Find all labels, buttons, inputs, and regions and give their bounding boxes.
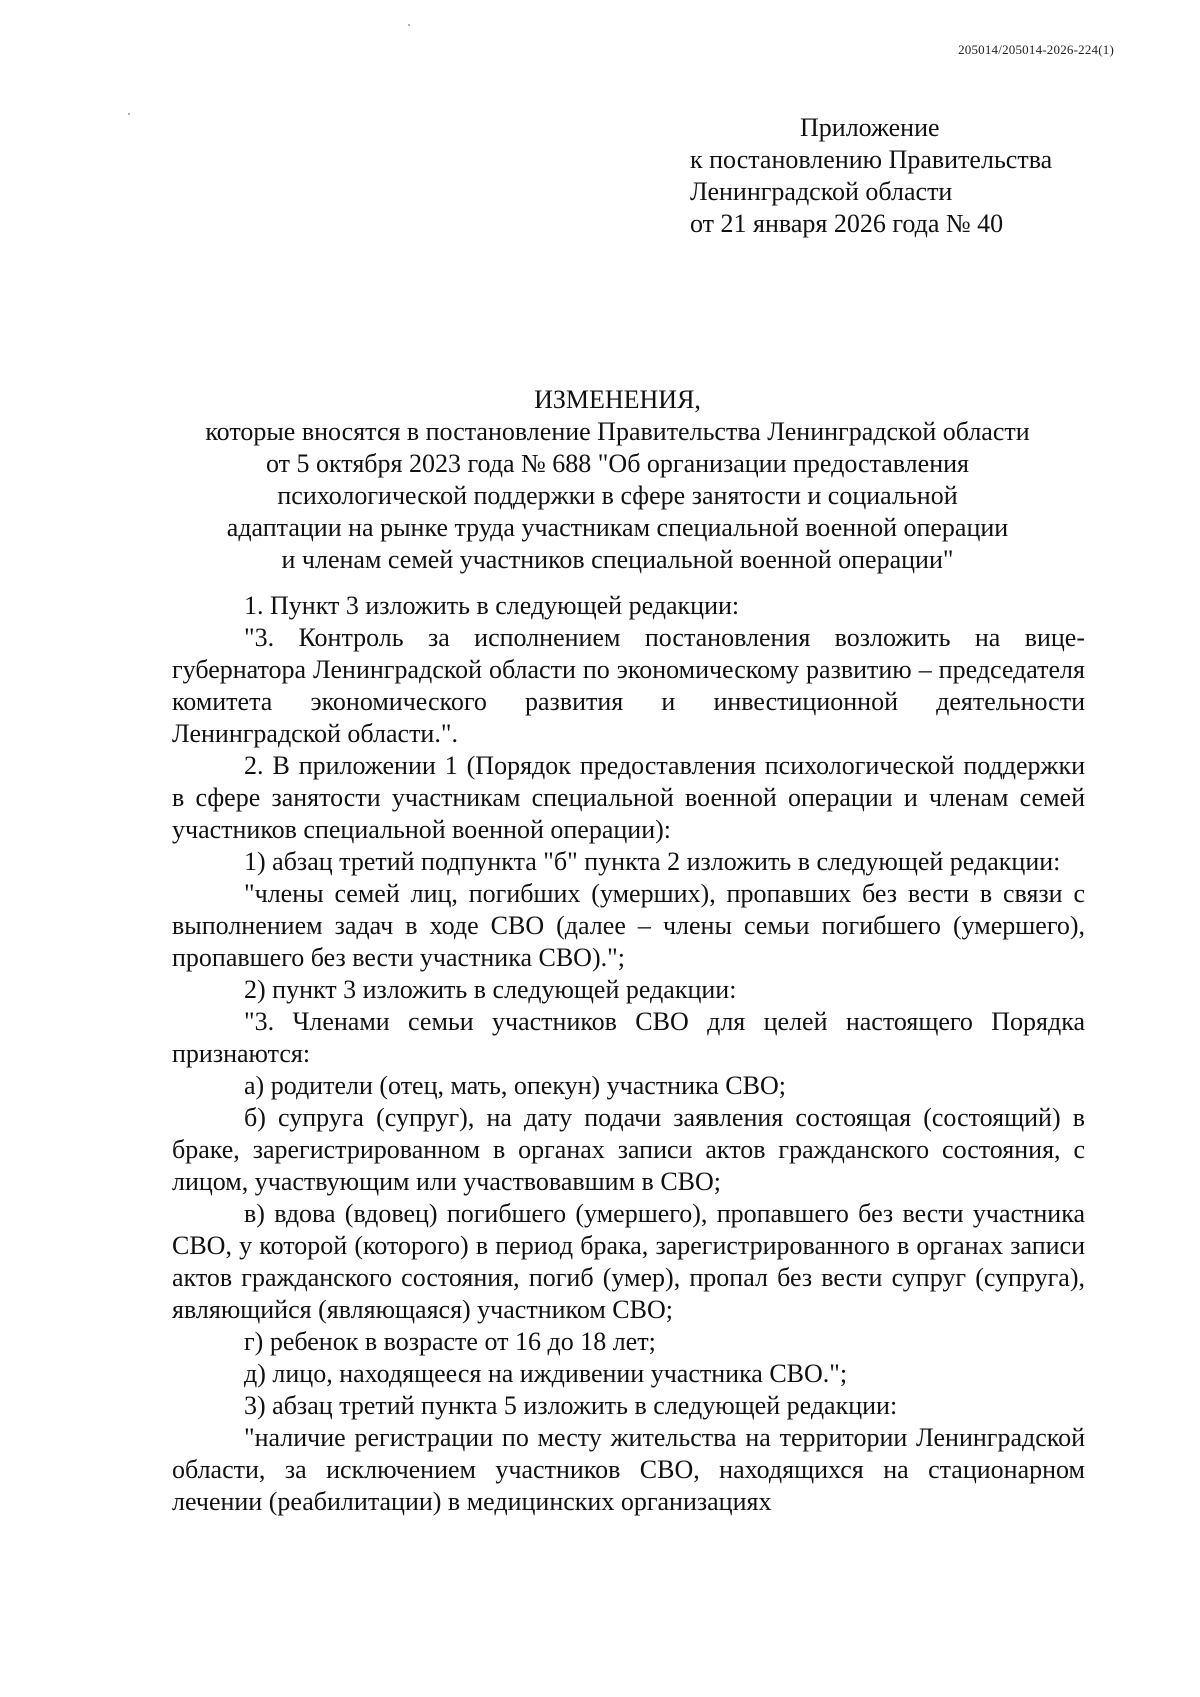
heading-line: психологической поддержки в сфере занятости и социальной — [277, 481, 958, 510]
paragraph: в) вдова (вдовец) погибшего (умершего), пропавшего без вести участника СВО, у которой (которого) в период брака, зарегистрированного в органах записи актов гражданского состояния, погиб (умер), пропал без вести супруг (супруга), являющийся (являющаяся) участником СВО; — [172, 1199, 1085, 1324]
heading-title: ИЗМЕНЕНИЯ, — [534, 385, 701, 414]
appendix-line: к постановлению Правительства — [690, 145, 1053, 174]
paragraph: "3. Контроль за исполнением постановления возложить на вице-губернатора Ленинградской области по экономическому развитию – председателя комитета экономического развития и инвестиционной деятельности Ленинградской области.". — [172, 623, 1085, 748]
document-body — [172, 590, 1085, 1518]
document-code: 205014/205014-2026-224(1) — [958, 42, 1114, 57]
paragraph: "3. Членами семьи участников СВО для целей настоящего Порядка признаются: — [172, 1007, 1085, 1068]
document-heading — [150, 384, 1085, 576]
paragraph: 1. Пункт 3 изложить в следующей редакции: — [244, 591, 740, 620]
paragraph: б) супруга (супруг), на дату подачи заявления состоящая (состоящий) в браке, зарегистрированном в органах записи актов гражданского состояния, с лицом, участвующим или участвовавшим в СВО; — [172, 1103, 1085, 1196]
appendix-line: Ленинградской области — [690, 177, 953, 206]
paragraph: "члены семей лиц, погибших (умерших), пропавших без вести в связи с выполнением задач в ходе СВО (далее – члены семьи погибшего (умершего), пропавшего без вести участника СВО)."; — [172, 879, 1085, 972]
paragraph: 1) абзац третий подпункта "б" пункта 2 изложить в следующей редакции: — [244, 847, 1061, 876]
heading-line: от 5 октября 2023 года № 688 "Об организации предоставления — [265, 449, 969, 478]
appendix-block — [690, 112, 1052, 240]
paragraph: "наличие регистрации по месту жительства на территории Ленинградской области, за исключением участников СВО, находящихся на стационарном лечении (реабилитации) в медицинских организациях — [172, 1423, 1085, 1516]
paragraph: г) ребенок в возрасте от 16 до 18 лет; — [244, 1327, 656, 1356]
scan-speck — [408, 24, 410, 26]
heading-line: и членам семей участников специальной военной операции" — [281, 545, 954, 574]
appendix-date-line: от 21 января 2026 года № 40 — [690, 209, 1004, 238]
appendix-title: Приложение — [800, 113, 940, 142]
heading-line: адаптации на рынке труда участникам специальной военной операции — [226, 513, 1009, 542]
paragraph: д) лицо, находящееся на иждивении участника СВО."; — [244, 1359, 848, 1388]
heading-line: которые вносятся в постановление Правительства Ленинградской области — [205, 417, 1030, 446]
paragraph: а) родители (отец, мать, опекун) участника СВО; — [244, 1071, 786, 1100]
paragraph: 3) абзац третий пункта 5 изложить в следующей редакции: — [244, 1391, 898, 1420]
paragraph: 2) пункт 3 изложить в следующей редакции: — [244, 975, 737, 1004]
paragraph: 2. В приложении 1 (Порядок предоставления психологической поддержки в сфере занятости участникам специальной военной операции и членам семей участников специальной военной операции): — [172, 751, 1085, 844]
scan-speck — [128, 113, 130, 115]
